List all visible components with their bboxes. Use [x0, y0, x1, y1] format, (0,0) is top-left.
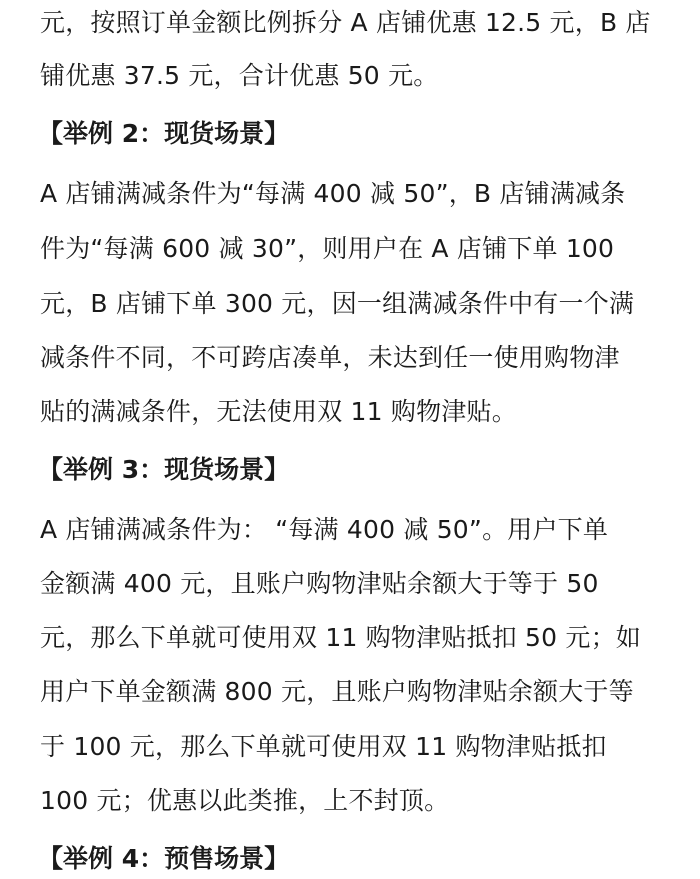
paragraph-line: 贴的满减条件，无法使用双 11 购物津贴。	[40, 397, 517, 426]
section-heading-example-2: 【举例 2：现货场景】	[38, 119, 290, 148]
paragraph-line: 金额满 400 元，且账户购物津贴余额大于等于 50	[40, 569, 599, 598]
paragraph-line: 件为“每满 600 减 30”，则用户在 A 店铺下单 100	[40, 234, 615, 263]
paragraph-line: 元，那么下单就可使用双 11 购物津贴抵扣 50 元；如	[40, 623, 642, 652]
paragraph-line: 于 100 元，那么下单就可使用双 11 购物津贴抵扣	[40, 732, 607, 761]
paragraph-line: 减条件不同，不可跨店凑单，未达到任一使用购物津	[40, 343, 620, 372]
paragraph-line: 元，B 店铺下单 300 元，因一组满减条件中有一个满	[40, 289, 635, 318]
paragraph-line: 元，按照订单金额比例拆分 A 店铺优惠 12.5 元，B 店	[40, 8, 651, 37]
paragraph-line: 100 元；优惠以此类推，上不封顶。	[40, 786, 450, 815]
paragraph-line: 用户下单金额满 800 元，且账户购物津贴余额大于等	[40, 677, 634, 706]
section-heading-example-4: 【举例 4：预售场景】	[38, 844, 290, 873]
section-heading-example-3: 【举例 3：现货场景】	[38, 455, 290, 484]
paragraph-line: A 店铺满减条件为： “每满 400 减 50”。用户下单	[40, 515, 609, 544]
paragraph-line: A 店铺满减条件为“每满 400 减 50”，B 店铺满减条	[40, 179, 626, 208]
paragraph-line: 铺优惠 37.5 元，合计优惠 50 元。	[40, 61, 439, 90]
